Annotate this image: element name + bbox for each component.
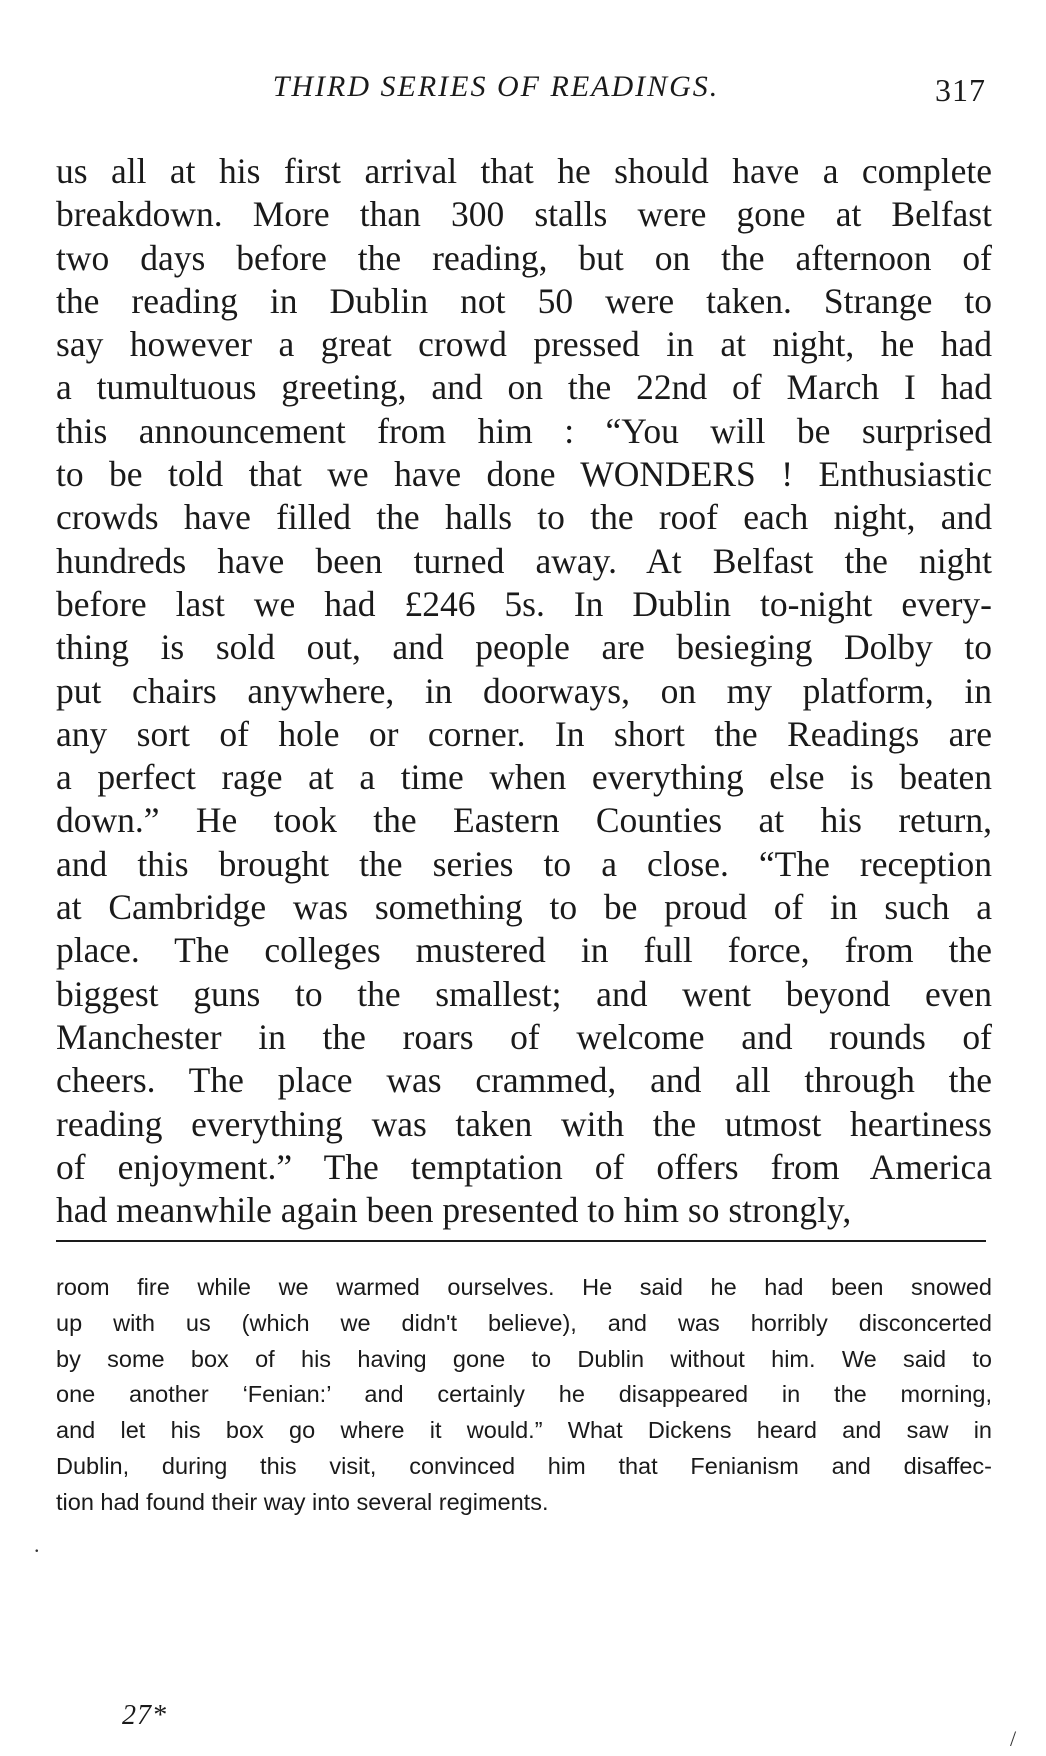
main-text xyxy=(56,150,992,1232)
text-line: hundreds have been turned away. At Belfast the night xyxy=(56,540,992,581)
footnote-line: Dublin, during this visit, convinced him that Fenianism and disaffec- xyxy=(56,1452,992,1479)
running-title: THIRD SERIES OF READINGS. xyxy=(272,70,720,103)
text-line: this announcement from him : “You will be surprised xyxy=(56,410,992,451)
text-line: down.” He took the Eastern Counties at his return, xyxy=(56,800,992,841)
text-line: at Cambridge was something to be proud of in such a xyxy=(56,887,992,928)
text-line: and this brought the series to a close. “The reception xyxy=(56,843,992,884)
text-line: Manchester in the roars of welcome and rounds of xyxy=(56,1016,992,1057)
text-line: the reading in Dublin not 50 were taken. Strange to xyxy=(56,280,992,321)
text-line: two days before the reading, but on the afternoon of xyxy=(56,237,992,278)
page-number: 317 xyxy=(935,72,986,108)
text-line: put chairs anywhere, in doorways, on my platform, in xyxy=(56,670,992,711)
footnote-line: by some box of his having gone to Dublin without him. We said to xyxy=(56,1345,992,1372)
text-line: us all at his first arrival that he should have a complete xyxy=(56,151,992,191)
text-line: had meanwhile again been presented to him so strongly, xyxy=(56,1190,852,1231)
text-line: to be told that we have done WONDERS ! Enthusiastic xyxy=(56,454,992,495)
text-line: crowds have filled the halls to the roof each night, and xyxy=(56,497,992,538)
text-line: say however a great crowd pressed in at night, he had xyxy=(56,324,992,365)
footnote-line: room fire while we warmed ourselves. He said he had been snowed xyxy=(56,1274,992,1300)
text-line: biggest guns to the smallest; and went beyond even xyxy=(56,973,992,1014)
signature-mark: 27* xyxy=(122,1700,167,1731)
text-line: breakdown. More than 300 stalls were gone at Belfast xyxy=(56,194,992,235)
text-line: before last we had £246 5s. In Dublin to-night every- xyxy=(56,583,992,624)
footnote-line: tion had found their way into several regiments. xyxy=(56,1488,549,1515)
text-line: reading everything was taken with the utmost heartiness xyxy=(56,1103,992,1144)
text-line: a tumultuous greeting, and on the 22nd of March I had xyxy=(56,367,992,408)
text-line: thing is sold out, and people are besieging Dolby to xyxy=(56,627,992,668)
text-line: a perfect rage at a time when everything else is beaten xyxy=(56,757,992,798)
footnote-line: one another ‘Fenian:’ and certainly he disappeared in the morning, xyxy=(56,1381,992,1408)
text-line: of enjoyment.” The temptation of offers from America xyxy=(56,1146,992,1187)
footnote-line: and let his box go where it would.” What Dickens heard and saw in xyxy=(56,1417,992,1444)
footnote-divider xyxy=(56,1240,986,1242)
footnote xyxy=(56,1270,992,1521)
print-speck: . xyxy=(34,1532,40,1557)
text-line: place. The colleges mustered in full force, from the xyxy=(56,930,992,971)
text-line: cheers. The place was crammed, and all through the xyxy=(56,1060,992,1101)
print-speck: / xyxy=(1010,1726,1017,1751)
running-head xyxy=(56,66,986,110)
footnote-line: up with us (which we didn't believe), and was horribly disconcerted xyxy=(56,1309,992,1336)
text-line: any sort of hole or corner. In short the Readings are xyxy=(56,713,992,754)
